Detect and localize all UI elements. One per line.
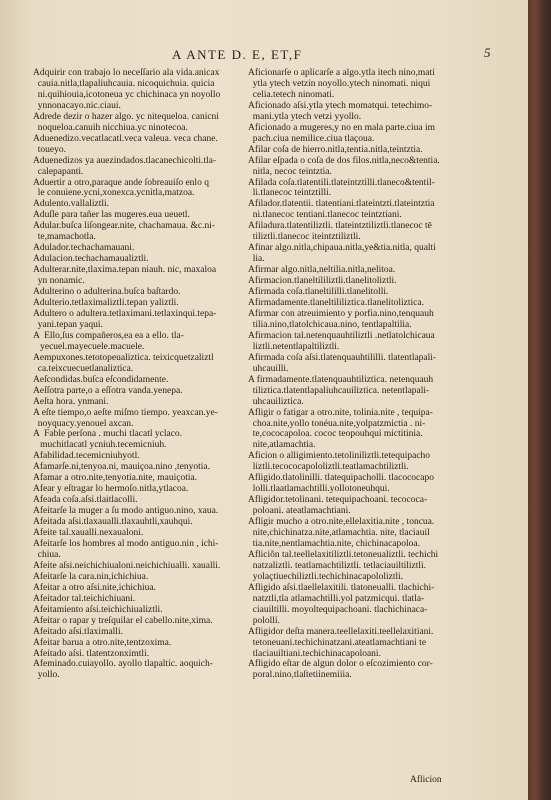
entry-line: Afeitado aſsi. tlatentzonximtli. — [33, 648, 150, 659]
entry-line: polollí. — [248, 615, 280, 626]
entry-line: tilia.nino,tlatolchicaua.nino, tentlapaltilia. — [248, 319, 412, 330]
entry-line: ynnonacayo.nic.ciaui. — [33, 100, 121, 111]
entry-line: poloani. ateatlamachtiani. — [248, 506, 351, 517]
entry-line: natzaliztli. teatlamachtiliztli. tetlaciauiltiliztli. — [248, 560, 427, 571]
entry-line: Adquirir con trabajo lo neceſſario ala vida.anicax — [33, 68, 220, 78]
entry-line: Adultero o adultera.tetlaximani.tetlaxinqui.tepa- — [33, 308, 217, 319]
entry-line: Aeſta hora. ynmani. — [33, 396, 109, 407]
entry-line: ni.tlanecoc tentiani.tlanecoc teintztiani. — [248, 210, 402, 221]
entry-line: Aduertir a otro,paraque ande ſobreauiſo enlo q — [33, 177, 209, 188]
entry-line: Afirmar algo.nitla,neltilia.nitla,nelitoa. — [248, 265, 396, 276]
entry-line: Afeminado.cuiayollo. ayollo tlapaltic. aoquich- — [33, 659, 213, 670]
entry-line: Afear y eſtragar lo hermoſo.nitla,ytlacoa. — [33, 484, 189, 495]
entry-line: nite,chichinatza.nite,atlamachtia. nite, tlaciauil — [248, 528, 430, 539]
entry-line: Afeitarſe los hombres al modo antiguo.nin , ichi- — [33, 538, 219, 549]
entry-line: Adulterio.tetlaximaliztli.tepan yaliztli. — [33, 298, 179, 309]
entry-line: A firmadamente.tlatenquauhtiliztica. netenquauh — [248, 374, 434, 385]
entry-line: noyquacy.yenouel axcan. — [33, 418, 134, 429]
entry-line: calepapanti. — [33, 166, 84, 177]
entry-line: yolaçtiuechiliztli.techichinacapololiztli. — [248, 571, 404, 582]
header-title: A ANTE D. E, ET,F — [172, 47, 303, 62]
entry-line: Aduenedizos ya auezindados.tlacanechicolti.tla- — [33, 155, 217, 166]
entry-line: yn nonamic. — [33, 276, 85, 287]
entry-line: Afeitarſe la cara.nin,ichichiua. — [33, 571, 149, 582]
entry-line: Afabilidad.tecemicniuhyotl. — [33, 451, 140, 462]
entry-line: Afeitamiento aſsi.teichichiualiztli. — [33, 604, 163, 615]
entry-line: Afligir o fatigar a otro.nite, tolinia.nite , tequipa- — [248, 407, 433, 418]
entry-line: chiua. — [33, 549, 61, 560]
entry-line: muchitlacatl ycniuh.tecemicniuh. — [33, 440, 167, 451]
entry-line: Adular.buſca liſongear.nite, chachamaua. &c.ni- — [33, 221, 216, 232]
entry-line: mani.ytla ytech vetzi yyollo. — [248, 111, 362, 122]
entry-line: Afamar a otro.nite,tenyotia.nite, mauiçotia. — [33, 473, 198, 484]
entry-line: ciauiltilli. moyoltequipachoani. tlachichinaca- — [248, 604, 428, 615]
entry-line: Afeitar barua a otro.nite,tentzoxima. — [33, 637, 172, 648]
entry-line: uhcauilli. — [248, 363, 289, 374]
entry-line: Adulento.vallaliztli. — [33, 199, 109, 210]
entry-line: nitla, necoc teintztia. — [248, 166, 332, 177]
entry-line: poral.nino,tlaſtetiinemiiia. — [248, 670, 352, 681]
entry-line: liztli.tecococapololiztli.teatlamachtiliztli. — [248, 462, 409, 473]
entry-line: Aficionado a mugeres,y no en mala parte.ciua im — [248, 122, 436, 133]
entry-line: natztli,tla atlamachtilli.yol patzmicqui. tlatla- — [248, 593, 425, 604]
entry-line: Afirmadamente.tlaneltililiztica.tlanelitoliztica. — [248, 298, 424, 309]
entry-line: Afeitado aſsi.tlaximalli. — [33, 626, 123, 637]
entry-line: Adulador.techachamauani. — [33, 243, 135, 254]
book-edge — [528, 0, 551, 800]
entry-line: Afeitada aſsi.tlaxaualli.tlaxauhtli,xauhqui. — [33, 517, 193, 528]
entry-line: Afilador.tlatentii. tlatentiani.tlateintzti.tlateintztia — [248, 199, 435, 210]
entry-line: uhcauiliztica. — [248, 396, 304, 407]
left-column — [33, 68, 243, 681]
entry-line: Aduſle para tañer las mugeres.eua ueuetl. — [33, 210, 190, 221]
entry-line: Adulacion.techachamaualiztli. — [33, 254, 149, 265]
entry-line: tlaciauiltiani.techichinacapoloani. — [248, 648, 381, 659]
entry-line: ni.quihiouia,icotoneua yc chichinaca yn noyollo — [33, 89, 221, 100]
entry-line: Afirmacion tal.netenquauhtiliztli .netlatolchicaua — [248, 330, 435, 341]
entry-line: tiliztli.tlanecoc iteintztiliztli. — [248, 232, 361, 243]
entry-line: noqueloa.canuih nicchiua.yc ninotecoa. — [33, 122, 188, 133]
entry-line: lolli.tlaatlamachtilli.yollotoneuhqui. — [248, 484, 390, 495]
entry-line: ytla ytech vetzin noyollo.ytech ninomati. niqui — [248, 78, 431, 89]
entry-line: Aduenedizo.vecatlacatl.veca valeua. veca chane. — [33, 133, 218, 144]
entry-line: tiliztica.tlatentlapaliuhcauiliztica. netentlapali- — [248, 385, 430, 396]
entry-line: pach.ciua nemilice.ciua tlaçoua. — [248, 133, 375, 144]
entry-line: Adulterino o adulterina.buſca baſtardo. — [33, 287, 181, 298]
entry-line: yani.tepan yaqui. — [33, 319, 103, 330]
entry-line: Afligido eſtar de algun dolor o eſcozimiento cor- — [248, 659, 433, 670]
entry-line: Afeitador tal.teichichiuani. — [33, 593, 136, 604]
entry-line: choa.nite,yollo tonéua.nite,yolpatzmictia . ni- — [248, 418, 426, 429]
entry-line: celia.tetech ninomati. — [248, 89, 335, 100]
entry-line: Afamarſe.ni,tenyoa.ni, mauiçoa.nino ,tenyotia. — [33, 462, 211, 473]
entry-line: yecuel.mayecuele.macuele. — [33, 341, 145, 352]
entry-line: Afilada coſa.tlatentili.tlateintztilli.tlaneco&tentil- — [248, 177, 435, 188]
entry-line: Adulterar.nite,tlaxima.tepan niauh. nic, maxaloa — [33, 265, 217, 276]
entry-line: li.tlanecoc teintztilli. — [248, 188, 332, 199]
entry-line: Afirmacion.tlaneltililiztli.tlanelitoliztli. — [248, 276, 397, 287]
entry-line: Afirmada coſa.tlaneltililli.tlanelitolli. — [248, 287, 389, 298]
entry-line: liztli.netentlapaltiliztli. — [248, 341, 340, 352]
right-column — [248, 68, 458, 681]
entry-line: te,mamachotla. — [33, 232, 96, 243]
entry-line: Afirmada coſa aſsi.tlatenquauhtililli. tlatentlapali- — [248, 352, 437, 363]
entry-line: Aeſſotra parte,o a eſſotra vanda.yenepa. — [33, 385, 183, 396]
entry-line: le conuiene.ycni,xonexca.ycnitla,matzoa. — [33, 188, 195, 199]
entry-line: Aeſcondidas.buſca eſcondidamente. — [33, 374, 169, 385]
entry-line: Aficionarſe o aplicarſe a algo.ytla itech nino,matí — [248, 68, 435, 78]
entry-line: Afeitar o rapar y treſquilar el cabello.nite,xima. — [33, 615, 213, 626]
entry-line: ca.teixcuecuetlanaliztica. — [33, 363, 134, 374]
entry-line: A Ello,ſus compañeros,ea ea a ello. tla- — [33, 330, 184, 341]
entry-line: Afeada coſa.aſsi.tlaitlacolli. — [33, 495, 138, 506]
entry-line: Afiladura.tlatentiliztli. tlateintztiliztli.tlanecoc tē — [248, 221, 432, 232]
entry-line: Afeitarſe la muger a ſu modo antiguo.nino, xaua. — [33, 506, 219, 517]
entry-line: A eſte tiempo,o aeſte miſmo tiempo. yeaxcan.ye- — [33, 407, 218, 418]
entry-line: Afilar coſa de hierro.nitla,tentia.nitla,teintztia. — [248, 144, 423, 155]
entry-line: tetoneuani.techichinatzani.ateatlamachtiani te — [248, 637, 427, 648]
running-header — [0, 47, 528, 67]
entry-line: Afilar eſpada o coſa de dos filos.nitla,neco&tentia. — [248, 155, 440, 166]
entry-line: Afinar algo.nitla,chipaua.nitla,ye&tia.nitla, qualti — [248, 243, 436, 254]
entry-line: Aficion o alligimiento.tetoliniliztli.tetequipacho — [248, 451, 431, 462]
entry-line: te,cococapoloa. cococ teopouhqui mictitinia. — [248, 429, 423, 440]
entry-line: Afliciõn tal.teellelaxitiliztli.tetoneualiztli. techichi — [248, 549, 439, 560]
entry-line: Afirmar con atreuimiento y porfia.nino,tenquauh — [248, 308, 434, 319]
entry-line: yollo. — [33, 670, 60, 681]
catchword: Aflicion — [410, 775, 442, 785]
entry-line: Afligido.tlatolinilli. tlatequipacholli. tlacococapo — [248, 473, 434, 484]
entry-line: toueyo. — [33, 144, 66, 155]
entry-line: lia. — [248, 254, 265, 265]
page-number: 5 — [484, 45, 491, 60]
entry-line: Afeitar a otro aſsi.nite,ichichiua. — [33, 582, 156, 593]
entry-line: A Fable perſona . muchi tlacatl yclaco. — [33, 429, 183, 440]
entry-line: Aficionado aſsi.ytla ytech momatqui. tetechimo- — [248, 100, 433, 111]
entry-line: Adrede dezir o hazer algo. yc nitequeloa. canicni — [33, 111, 219, 122]
entry-line: Afligido aſsi.tlaellelaxitili. tlatoneualli. tlachichi- — [248, 582, 435, 593]
entry-line: Afligidor.tetolinani. tetequipachoani. tecococa- — [248, 495, 428, 506]
entry-line: Afligidor deſta manera.teellelaxiti.teellelaxitiani. — [248, 626, 434, 637]
entry-line: nite,atlamachtia. — [248, 440, 316, 451]
entry-line: Afeite aſsi.neichichiualoni.neichichiualli. xaualli. — [33, 560, 221, 571]
entry-line: Afligir mucho a otro.nite,ellelaxitia.nite , toncua. — [248, 517, 435, 528]
entry-line: cauia.nitla,tlapaliuhcauia. nicoquichuia. quicia — [33, 78, 215, 89]
entry-line: Aempuxones.tetotopeualiztica. teixicquetzaliztl — [33, 352, 214, 363]
entry-line: Afeite tal.xaualli.nexaualoni. — [33, 528, 144, 539]
entry-line: tia.nite,nentlamachtia.nite, chichinacapoloa. — [248, 538, 420, 549]
